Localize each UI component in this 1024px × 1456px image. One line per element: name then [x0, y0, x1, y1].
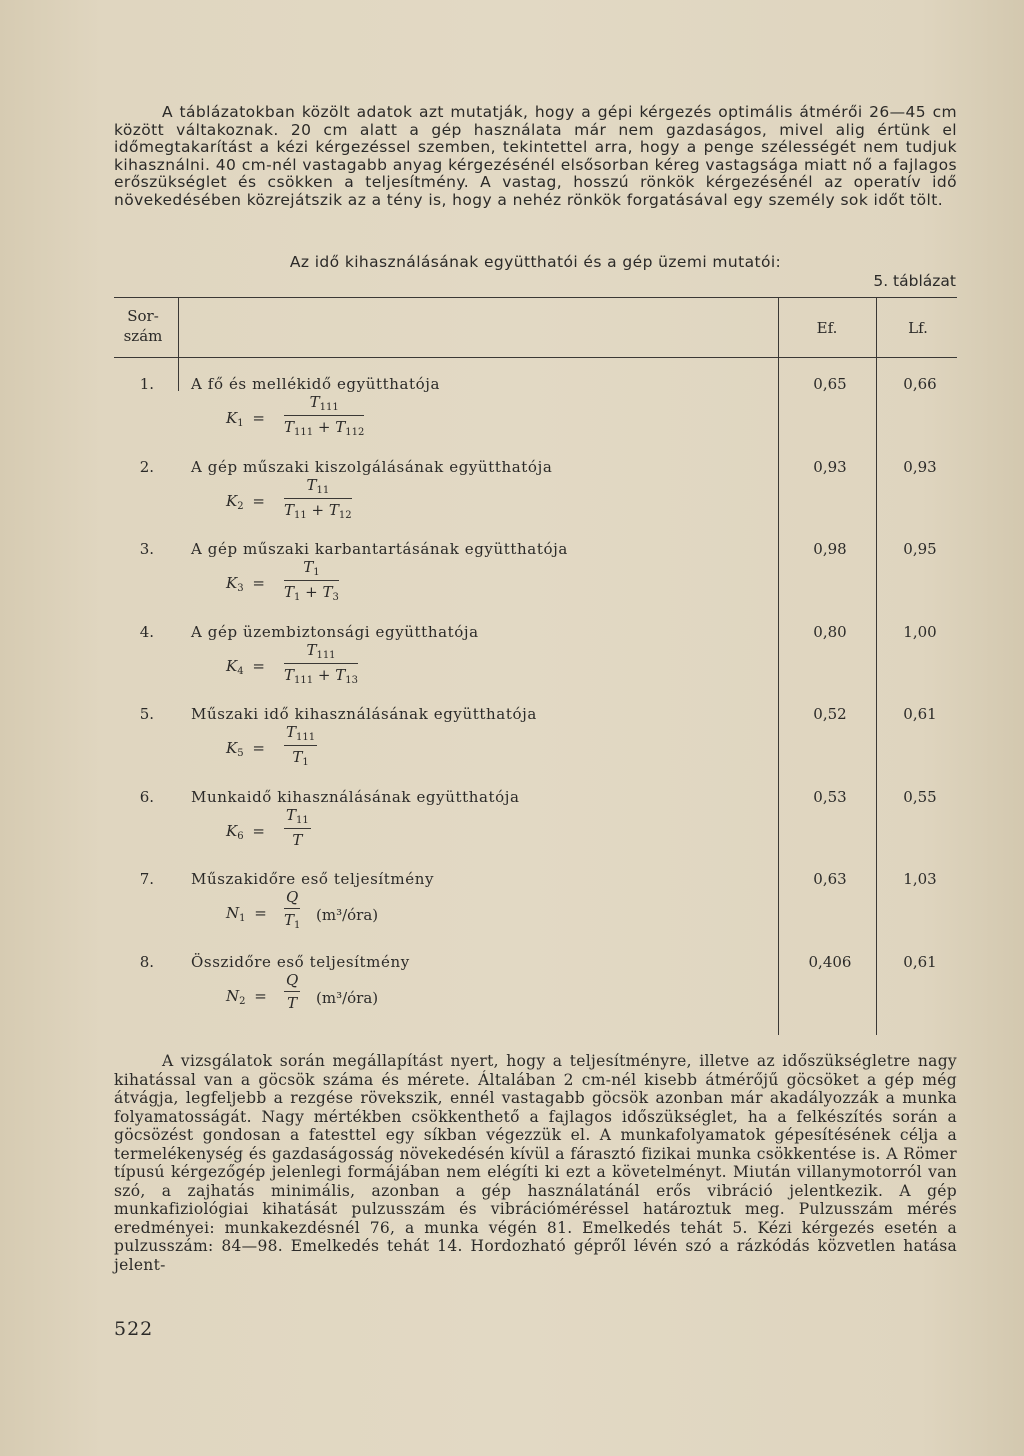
table-caption: Az idő kihasználásának együtthatói és a gép üzemi mutatói:: [289, 253, 782, 271]
bottom-paragraph: A vizsgálatok során megállapítást nyert, hogy a teljesítményre, illetve az időszükségletre nagy kihatással van a göcsök száma és mérete. Általában 2 cm-nél kisebb átmérőjű göcsöket a gép még átvágja, legfeljebb a rezgése rövekszik, ennél vastagabb göcsök azonban már akadályozzák a munka folyamatosságát. Nagy mértékben csökkenthető a fajlagos időszükséglet, ha a felkészítés során a göcsözést gondosan a fatesttel egy síkban végezzük el. A munkafolyamatok gépesítésének célja a termelékenység és gazdaságosság növekedésén kívül a fárasztó fizikai munka csökkentése is. A Römer típusú kérgezőgép jelenlegi formájában nem elégíti ki ezt a követelményt. Miután villanymotorról van szó, a zajhatás minimális, azonban a gép használatánál erős vibráció jelentkezik. A gép munkafiziológiai kihatását pulzusszám és vibrációméréssel határoztuk meg. Pulzusszám mérés eredményei: munkakezdésnél 76, a munka végén 81. Emelkedés tehát 5. Kézi kérgezés esetén a pulzusszám: 84—98. Emelkedés tehát 14. Hordozható gépről lévén szó a rázkódás közvetlen hatása jelent-: [114, 1052, 957, 1274]
header-lf: Lf.: [908, 319, 928, 337]
formula-lhs: $N_2$ =: [226, 986, 267, 1007]
row-number: 1.: [139, 375, 154, 393]
table-row: [0, 540, 1024, 622]
page-number: 522: [114, 1318, 154, 1340]
table-row: [0, 623, 1024, 705]
row-number: 8.: [139, 952, 154, 971]
row-title: Műszaki idő kihasználásának együtthatója: [191, 705, 537, 723]
row-ef-value: 0,63: [813, 870, 847, 888]
row-lf-value: 1,00: [903, 622, 937, 641]
formula-fraction: $T_{111}$ $T_{111} + T_{13}$: [284, 640, 358, 686]
table-row: [0, 375, 1024, 457]
row-ef-value: 0,52: [813, 705, 847, 723]
row-ef-value: 0,93: [813, 457, 847, 476]
row-number: 2.: [139, 457, 154, 476]
row-ef-value: 0,65: [813, 375, 847, 393]
formula-unit: (m³/óra): [316, 906, 379, 924]
row-lf-value: 1,03: [903, 870, 937, 888]
table-top-rule: [114, 297, 957, 298]
formula-lhs: $K_2$ =: [226, 491, 265, 512]
header-ef: Ef.: [816, 319, 838, 337]
table-row: [0, 870, 1024, 952]
row-number: 5.: [139, 705, 154, 723]
row-ef-value: 0,53: [813, 787, 847, 806]
row-title: A fő és mellékidő együtthatója: [191, 375, 441, 393]
formula-fraction: $T_1$ $T_1 + T_3$: [284, 558, 339, 603]
formula-fraction: $T_{11}$ $T_{11} + T_{12}$: [284, 475, 352, 521]
row-lf-value: 0,95: [903, 540, 937, 558]
formula-fraction: $T_{111}$ $T_1$: [286, 723, 316, 768]
table-row: [0, 458, 1024, 540]
intro-paragraph: A táblázatokban közölt adatok azt mutatják, hogy a gépi kérgezés optimális átmérői 26—45 cm között váltakoznak. 20 cm alatt a gép használata már nem gazdaságos, mivel alig értünk el időmegtakarítást a kézi kérgezéssel szemben, tekintettel arra, hogy a penge szélességét nem tudjuk kihasználni. 40 cm-nél vastagabb anyag kérgezésénél elsősorban kéreg vastagsága miatt nő a fajlagos erőszükséglet és csökken a teljesítmény. A vastag, hosszú rönkök kérgezésénél az operatív idő növekedésében közrejátszik az a tény is, hogy a nehéz rönkök forgatásával egy személy sok időt tölt.: [114, 103, 957, 209]
table-row: [0, 705, 1024, 787]
table-header-rule: [114, 357, 957, 358]
row-ef-value: 0,98: [813, 540, 847, 558]
row-number: 4.: [139, 622, 154, 641]
formula-fraction: Q T: [286, 970, 299, 1012]
formula-unit: (m³/óra): [316, 988, 379, 1007]
row-lf-value: 0,93: [903, 457, 937, 476]
table-number: 5. táblázat: [873, 272, 956, 290]
row-lf-value: 0,66: [903, 375, 937, 393]
header-sorszam: Sor- szám: [123, 307, 163, 345]
row-title: A gép műszaki kiszolgálásának együtthatója: [191, 457, 553, 476]
formula-lhs: $K_1$ =: [226, 409, 265, 429]
row-title: Összidőre eső teljesítmény: [191, 952, 410, 971]
row-title: A gép üzembiztonsági együtthatója: [191, 622, 479, 641]
row-title: Műszakidőre eső teljesítmény: [191, 870, 435, 888]
table-row: [0, 953, 1024, 1035]
formula-lhs: $K_4$ =: [226, 656, 265, 677]
formula-lhs: $N_1$ =: [226, 904, 267, 924]
formula-fraction: Q $T_1$: [284, 888, 301, 931]
table-row: [0, 788, 1024, 870]
row-lf-value: 0,61: [903, 705, 937, 723]
formula-lhs: $K_5$ =: [226, 739, 265, 759]
row-title: A gép műszaki karbantartásának együtthatója: [191, 540, 568, 558]
row-ef-value: 0,406: [808, 952, 852, 971]
row-title: Munkaidő kihasználásának együtthatója: [191, 787, 520, 806]
row-number: 6.: [139, 787, 154, 806]
row-lf-value: 0,55: [903, 787, 937, 806]
row-number: 7.: [139, 870, 154, 888]
formula-fraction: $T_{11}$ T: [286, 805, 309, 849]
formula-fraction: $T_{111}$ $T_{111} + T_{112}$: [284, 393, 365, 438]
row-lf-value: 0,61: [903, 952, 937, 971]
row-number: 3.: [139, 540, 154, 558]
formula-lhs: $K_6$ =: [226, 821, 265, 842]
formula-lhs: $K_3$ =: [226, 574, 265, 594]
row-ef-value: 0,80: [813, 622, 847, 641]
